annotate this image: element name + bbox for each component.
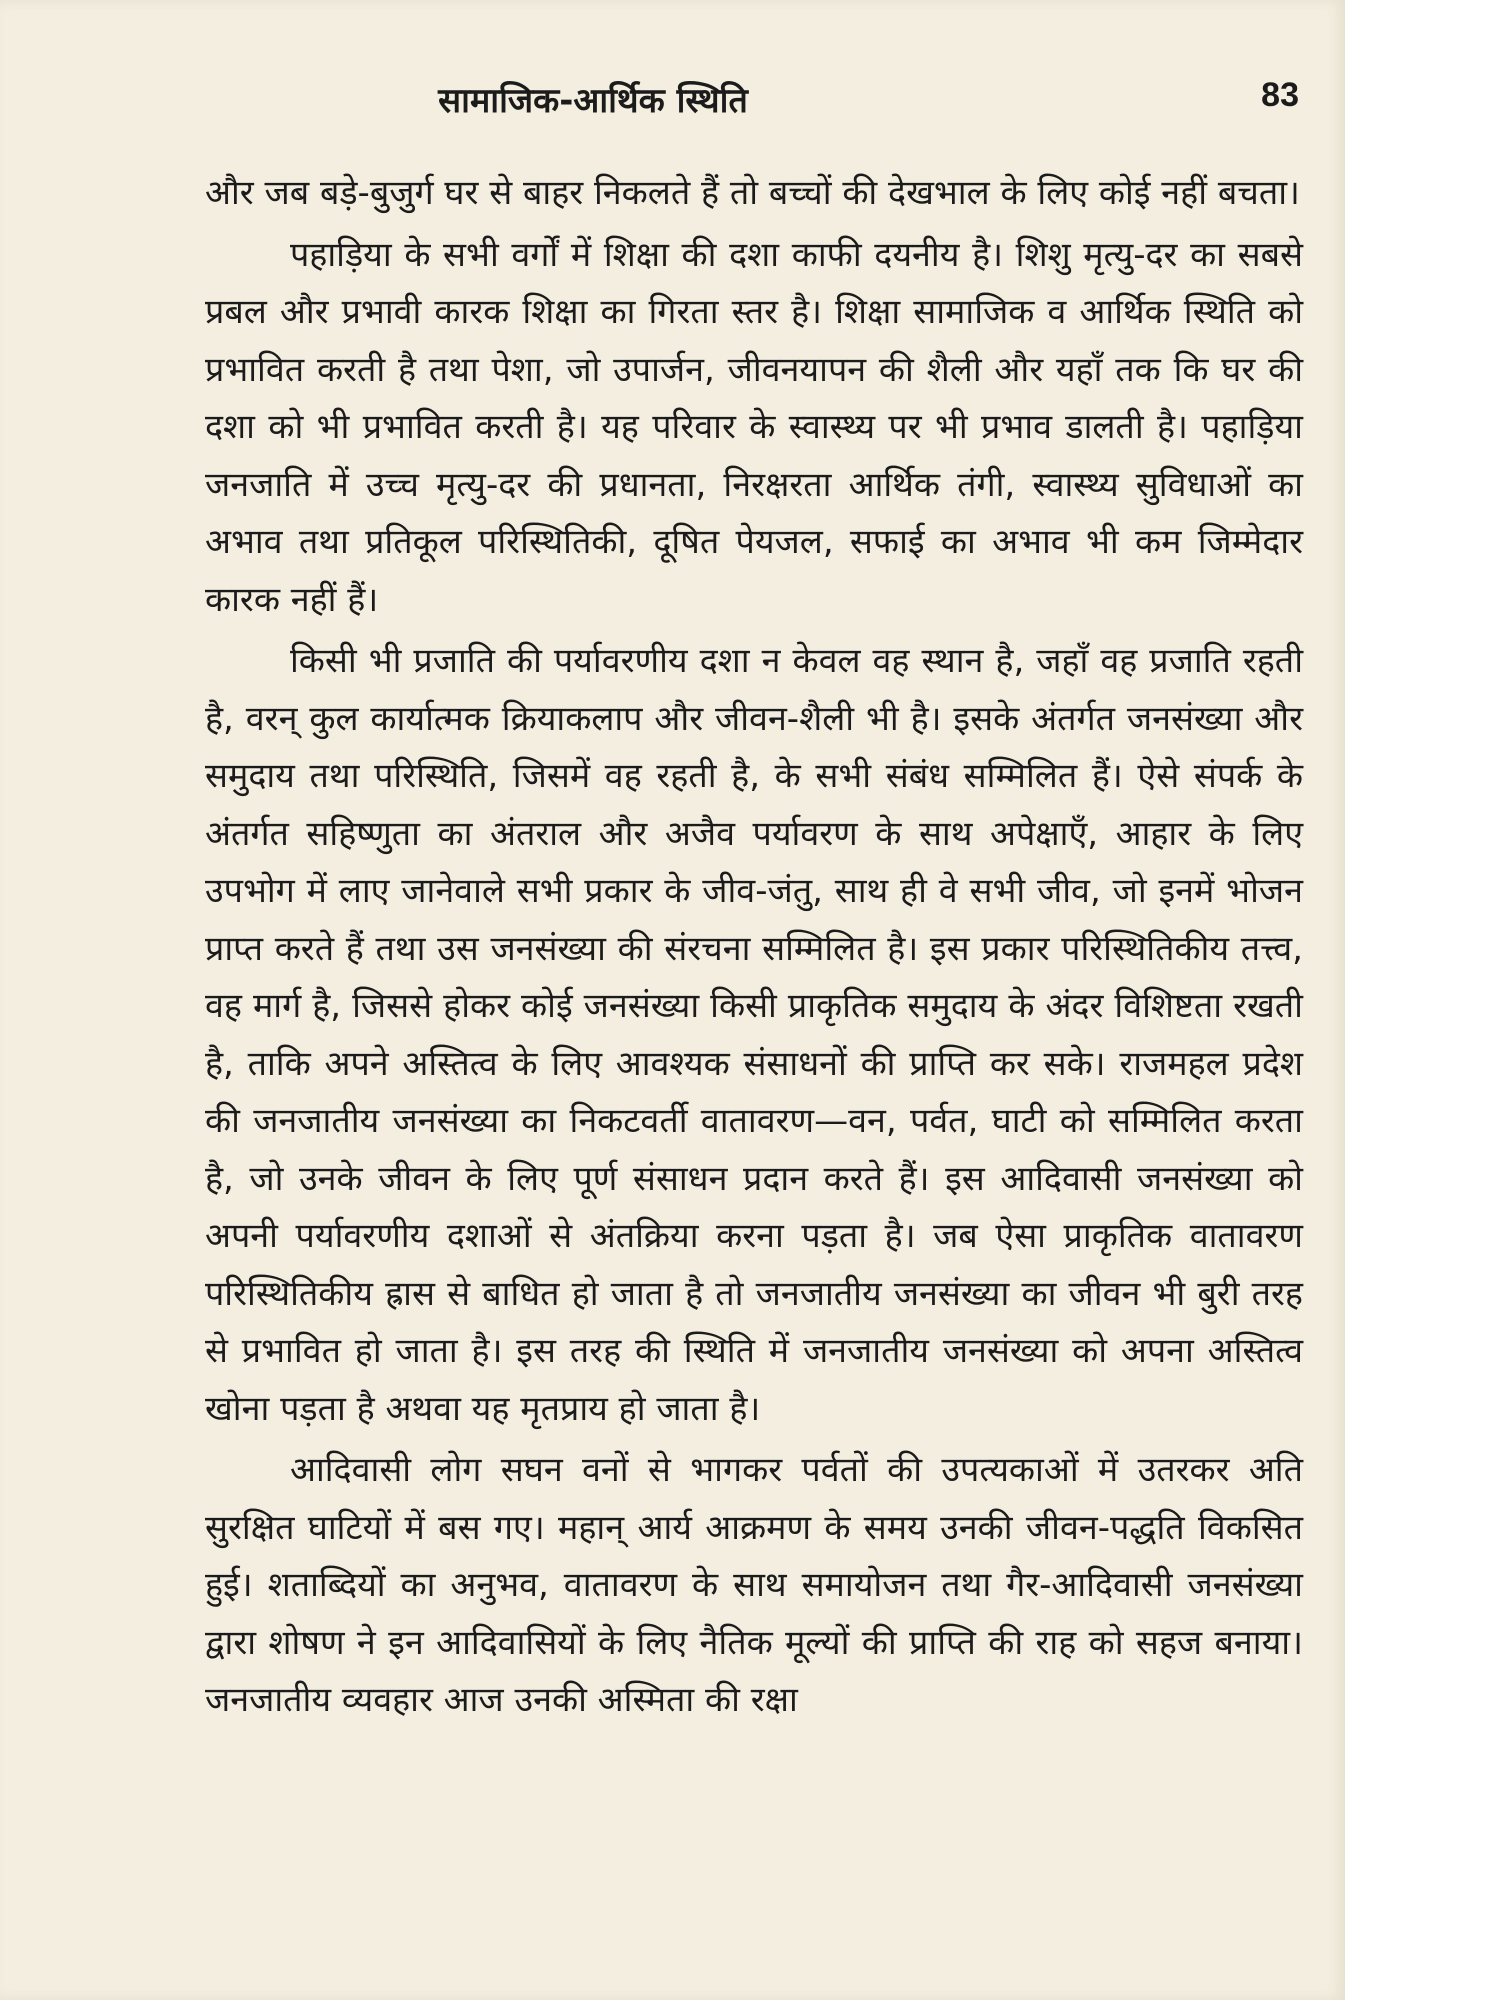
body-text [205,165,1303,1730]
page-number: 83 [1261,76,1299,114]
paragraph-continued: और जब बड़े-बुजुर्ग घर से बाहर निकलते हैं तो बच्चों की देखभाल के लिए कोई नहीं बचता। [205,173,1300,213]
running-title: सामाजिक-आर्थिक स्थिति [438,81,748,121]
paragraph-tribal-history: आदिवासी लोग सघन वनों से भागकर पर्वतों की उपत्यकाओं में उतरकर अति सुरक्षित घाटियों में बस गए। महान् आर्य आक्रमण के समय उनकी जीवन-पद्धति विकसित हुई। शताब्दियों का अनुभव, वातावरण के साथ समायोजन तथा गैर-आदिवासी जनसंख्या द्वारा शोषण ने इन आदिवासियों के लिए नैतिक मूल्यों की प्राप्ति की राह को सहज बनाया। जनजातीय व्यवहार आज उनकी अस्मिता की रक्षा [205,1450,1303,1720]
page-header [0,70,1345,130]
paragraph-education: पहाड़िया के सभी वर्गों में शिक्षा की दशा काफी दयनीय है। शिशु मृत्यु-दर का सबसे प्रबल और प्रभावी कारक शिक्षा का गिरता स्तर है। शिक्षा सामाजिक व आर्थिक स्थिति को प्रभावित करती है तथा पेशा, जो उपार्जन, जीवनयापन की शैली और यहाँ तक कि घर की दशा को भी प्रभावित करती है। यह परिवार के स्वास्थ्य पर भी प्रभाव डालती है। पहाड़िया जनजाति में उच्च मृत्यु-दर की प्रधानता, निरक्षरता आर्थिक तंगी, स्वास्थ्य सुविधाओं का अभाव तथा प्रतिकूल परिस्थितिकी, दूषित पेयजल, सफाई का अभाव भी कम जिम्मेदार कारक नहीं हैं। [205,234,1303,620]
page-margin [1345,0,1500,2000]
paragraph-environment: किसी भी प्रजाति की पर्यावरणीय दशा न केवल वह स्थान है, जहाँ वह प्रजाति रहती है, वरन् कुल कार्यात्मक क्रियाकलाप और जीवन-शैली भी है। इसके अंतर्गत जनसंख्या और समुदाय तथा परिस्थिति, जिसमें वह रहती है, के सभी संबंध सम्मिलित हैं। ऐसे संपर्क के अंतर्गत सहिष्णुता का अंतराल और अजैव पर्यावरण के साथ अपेक्षाएँ, आहार के लिए उपभोग में लाए जानेवाले सभी प्रकार के जीव-जंतु, साथ ही वे सभी जीव, जो इनमें भोजन प्राप्त करते हैं तथा उस जनसंख्या की संरचना सम्मिलित है। इस प्रकार परिस्थितिकीय तत्त्व, वह मार्ग है, जिससे होकर कोई जनसंख्या किसी प्राकृतिक समुदाय के अंदर विशिष्टता रखती है, ताकि अपने अस्तित्व के लिए आवश्यक संसाधनों की प्राप्ति कर सके। राजमहल प्रदेश की जनजातीय जनसंख्या का निकटवर्ती वातावरण—वन, पर्वत, घाटी को सम्मिलित करता है, जो उनके जीवन के लिए पूर्ण संसाधन प्रदान करते हैं। इस आदिवासी जनसंख्या को अपनी पर्यावरणीय दशाओं से अंतक्रिया करना पड़ता है। जब ऐसा प्राकृतिक वातावरण परिस्थितिकीय ह्रास से बाधित हो जाता है तो जनजातीय जनसंख्या का जीवन भी बुरी तरह से प्रभावित हो जाता है। इस तरह की स्थिति में जनजातीय जनसंख्या को अपना अस्तित्व खोना पड़ता है अथवा यह मृतप्राय हो जाता है। [205,641,1303,1429]
